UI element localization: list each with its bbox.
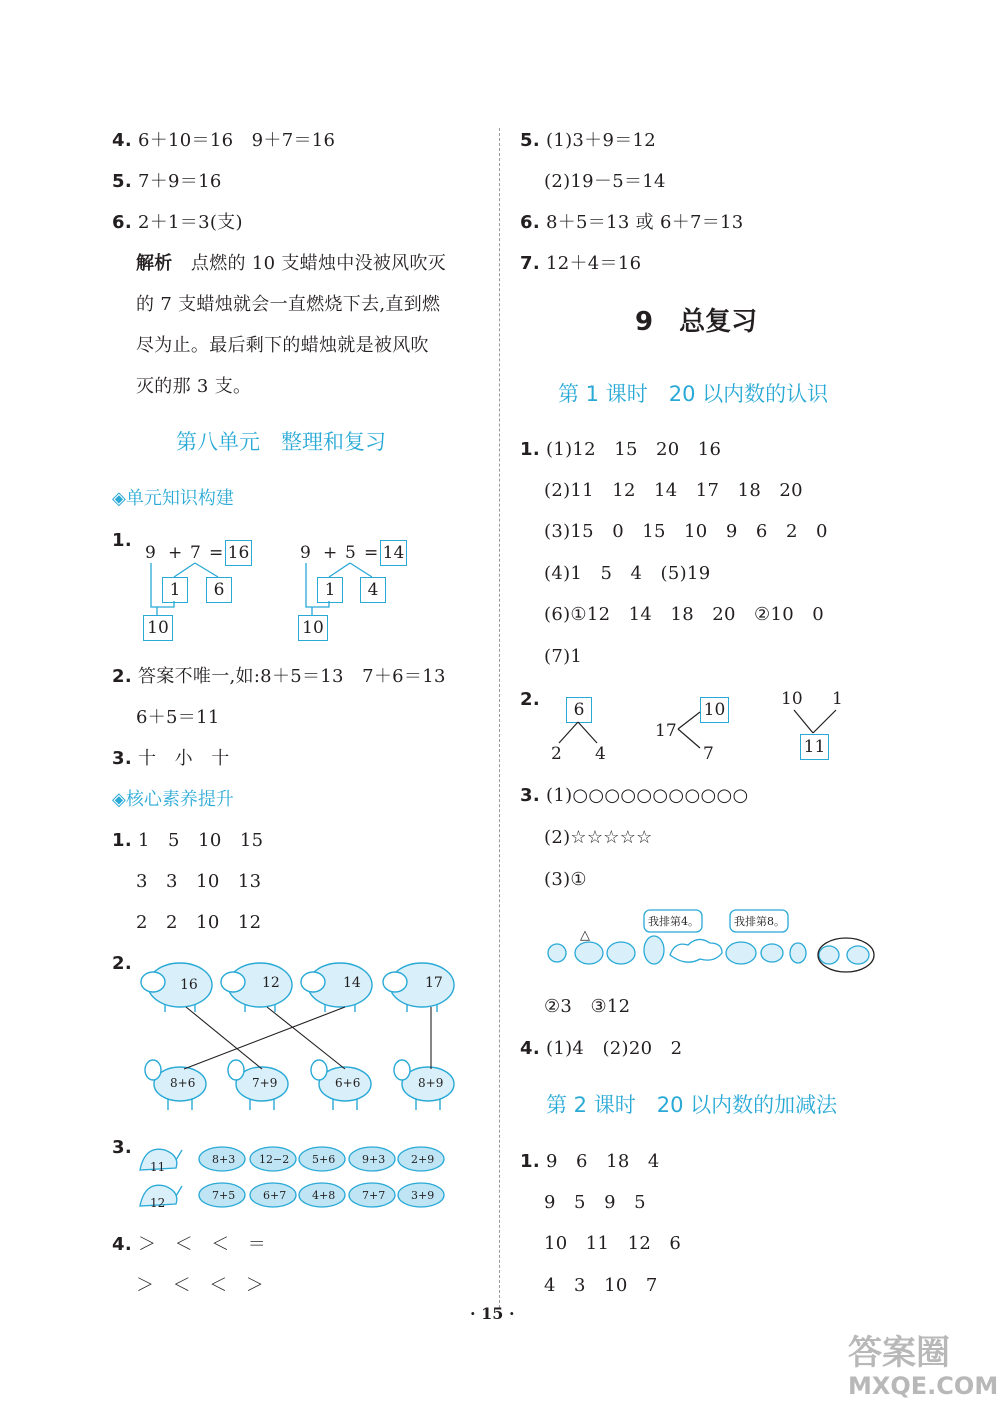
sheep-small-icon xyxy=(819,946,839,964)
r3-line-4: ②3 ③12 xyxy=(544,996,631,1017)
k1-eq2-op: + xyxy=(323,543,338,563)
k2-line-1: 2. 答案不唯一,如:8＋5＝13 7＋6＝13 xyxy=(112,666,446,687)
snail-1-label: 11 xyxy=(150,1160,166,1174)
k1-eq1-op: + xyxy=(168,543,183,563)
cookie-r2-2-label: 6+7 xyxy=(263,1189,287,1202)
cat-icon xyxy=(607,942,635,964)
goat-1-label: 8+6 xyxy=(170,1076,196,1090)
k1-eq1-b: 7 xyxy=(190,543,201,563)
l2q1-row-4: 4 3 10 7 xyxy=(544,1275,658,1296)
r3-line-1: 3. (1)○○○○○○○○○○○ xyxy=(520,785,749,806)
k1-eq1-split1-box: 1 xyxy=(162,577,188,603)
right-q5-line-2: (2)19－5＝14 xyxy=(544,171,666,192)
triangle-mark: △ xyxy=(580,928,590,943)
k1-eq1-result-box: 16 xyxy=(225,540,252,566)
r2-t1-right: 4 xyxy=(595,744,606,764)
k1-eq1-ten-box: 10 xyxy=(143,615,173,641)
r2-t3-bottom-box: 11 xyxy=(800,734,829,760)
l2q1-row-2: 9 5 9 5 xyxy=(544,1192,646,1213)
left-q5: 5. 7＋9＝16 xyxy=(112,171,222,192)
c3-num: 3. xyxy=(112,1137,132,1158)
chick-icon xyxy=(548,944,566,962)
r3-line-2: (2)☆☆☆☆☆ xyxy=(544,827,653,848)
page-number: · 15 · xyxy=(470,1304,515,1323)
c1-row-2: 3 3 10 13 xyxy=(136,871,262,892)
rooster-icon xyxy=(790,943,806,963)
c1-row-3: 2 2 10 12 xyxy=(136,912,262,933)
r1-line-3: (3)15 0 15 10 9 6 2 0 xyxy=(544,521,828,542)
goat-3-label: 6+6 xyxy=(335,1076,361,1090)
k1-eq2-ten-box: 10 xyxy=(298,615,328,641)
pig-icon xyxy=(761,944,783,962)
speech-bubble-2-text: 我排第8。 xyxy=(734,915,785,928)
cookie-r1-3-label: 5+6 xyxy=(312,1153,336,1166)
r2-t2-bottom: 7 xyxy=(703,744,714,764)
c1-row-1: 1. 1 5 10 15 xyxy=(112,830,264,851)
r1-line-2: (2)11 12 14 17 18 20 xyxy=(544,480,803,501)
rabbit-icon xyxy=(644,936,664,964)
analysis-label: 解析 xyxy=(136,253,173,274)
r1-line-5: (6)①12 14 18 20 ②10 0 xyxy=(544,604,825,625)
k1-num: 1. xyxy=(112,530,132,551)
k1-eq2-split1-box: 1 xyxy=(317,577,343,603)
k1-eq1-split2-box: 6 xyxy=(206,577,232,603)
cookie-r2-4-label: 7+7 xyxy=(362,1189,386,1202)
k1-eq2-eq: = xyxy=(364,543,379,563)
lesson2-title: 第 2 课时 20 以内数的加减法 xyxy=(546,1093,838,1117)
snail-2-label: 12 xyxy=(150,1196,166,1210)
left-q4: 4. 6＋10＝16 9＋7＝16 xyxy=(112,130,336,151)
r2-t2-top-box: 10 xyxy=(700,697,729,723)
r2-t3-right: 1 xyxy=(832,689,843,709)
r1-line-6: (7)1 xyxy=(544,646,583,667)
knowledge-title: ◈单元知识构建 xyxy=(112,488,234,509)
cookie-r2-1-label: 7+5 xyxy=(212,1189,236,1202)
r2-num: 2. xyxy=(520,689,540,710)
analysis-line-3: 尽为止。最后剩下的蜡烛就是被风吹 xyxy=(136,335,429,356)
analysis-line-2: 的 7 支蜡烛就会一直燃烧下去,直到燃 xyxy=(136,294,441,315)
k1-eq2-split2-box: 4 xyxy=(360,577,386,603)
cookie-r2-5-label: 3+9 xyxy=(411,1189,435,1202)
right-q6: 6. 8＋5＝13 或 6＋7＝13 xyxy=(520,212,744,233)
k1-eq2-result-box: 14 xyxy=(380,540,407,566)
k3: 3. 十 小 十 xyxy=(112,748,230,769)
c4-row-1: 4. ＞ ＜ ＜ ＝ xyxy=(112,1234,267,1255)
analysis-line-4: 灭的那 3 支。 xyxy=(136,376,252,397)
r2-t1-left: 2 xyxy=(551,744,562,764)
core-title: ◈核心素养提升 xyxy=(112,789,234,810)
cloud-icon xyxy=(670,939,722,962)
lesson1-title: 第 1 课时 20 以内数的认识 xyxy=(558,382,829,406)
k1-eq2-a: 9 xyxy=(300,543,311,563)
k1-eq1-a: 9 xyxy=(145,543,156,563)
left-q6: 6. 2＋1＝3(支) xyxy=(112,212,243,233)
r3-line-3: (3)① xyxy=(544,869,587,890)
r2-t2-whole: 17 xyxy=(655,721,677,741)
c4-row-2: ＞ ＜ ＜ ＞ xyxy=(136,1275,265,1296)
r4: 4. (1)4 (2)20 2 xyxy=(520,1038,683,1059)
sheep-1-label: 16 xyxy=(180,977,198,993)
analysis-line-1: 解析 点燃的 10 支蜡烛中没被风吹灭 xyxy=(136,253,447,274)
k1-eq2-b: 5 xyxy=(345,543,356,563)
cookie-r2-3-label: 4+8 xyxy=(312,1189,336,1202)
unit8-title: 第八单元 整理和复习 xyxy=(176,430,386,454)
cow-icon xyxy=(726,942,756,964)
k2-line-2: 6＋5＝11 xyxy=(136,707,220,728)
sheep-4-label: 17 xyxy=(425,975,443,991)
chapter-title: 9 总复习 xyxy=(635,307,758,337)
sheep-3-label: 14 xyxy=(343,975,361,991)
horse-icon xyxy=(847,946,869,964)
r2-t3-left: 10 xyxy=(781,689,803,709)
cookie-r1-5-label: 2+9 xyxy=(411,1153,435,1166)
k1-eq1-eq: = xyxy=(209,543,224,563)
right-q5-line-1: 5. (1)3＋9＝12 xyxy=(520,130,657,151)
r1-line-1: 1. (1)12 15 20 16 xyxy=(520,439,722,460)
sheep-2-label: 12 xyxy=(262,975,280,991)
watermark-bottom: MXQE.COM xyxy=(848,1372,999,1400)
goat-2-label: 7+9 xyxy=(252,1076,278,1090)
c2-num: 2. xyxy=(112,953,132,974)
cookie-r1-1-label: 8+3 xyxy=(212,1153,236,1166)
goat-4-label: 8+9 xyxy=(418,1076,444,1090)
speech-bubble-1-text: 我排第4。 xyxy=(648,915,699,928)
l2q1-row-3: 10 11 12 6 xyxy=(544,1233,682,1254)
r1-line-4: (4)1 5 4 (5)19 xyxy=(544,563,711,584)
right-q7: 7. 12＋4＝16 xyxy=(520,253,642,274)
watermark-top: 答案圈 xyxy=(848,1333,950,1373)
cookie-r1-4-label: 9+3 xyxy=(362,1153,386,1166)
l2q1-row-1: 1. 9 6 18 4 xyxy=(520,1151,660,1172)
r2-t1-top-box: 6 xyxy=(566,697,592,723)
cookie-r1-2-label: 12−2 xyxy=(259,1153,290,1166)
